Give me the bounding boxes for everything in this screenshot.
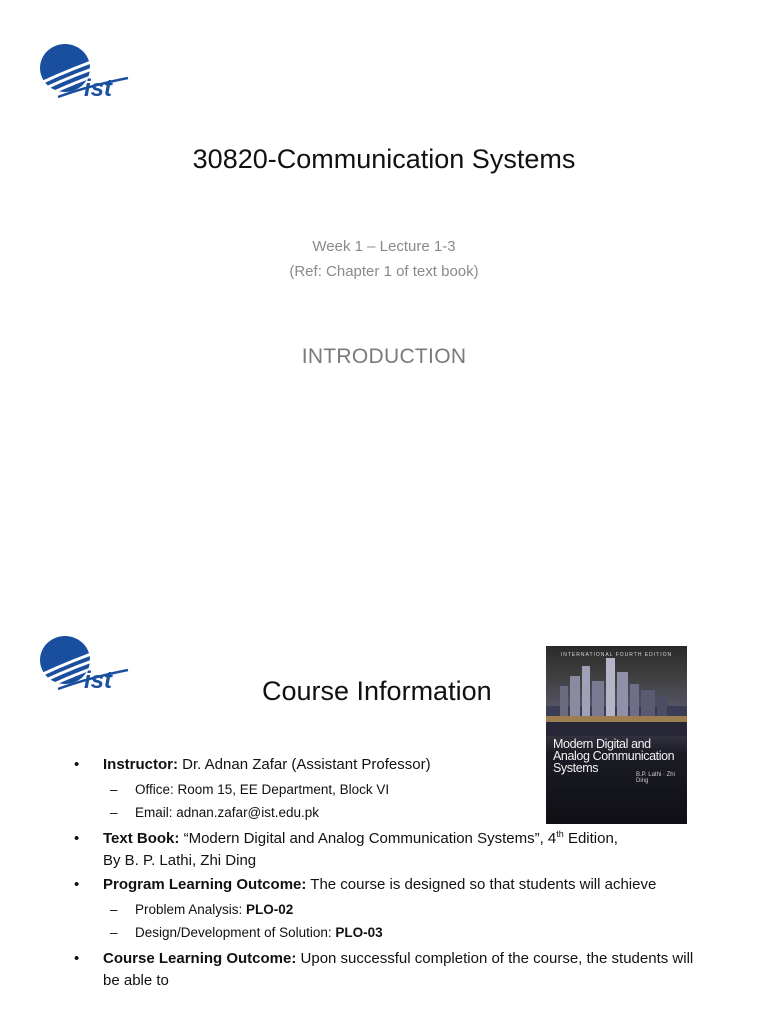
- textbook-authors: By B. P. Lathi, Zhi Ding: [103, 852, 257, 869]
- plo-label: Program Learning Outcome:: [103, 876, 307, 893]
- plo-value: The course is designed so that students will achieve: [310, 876, 657, 893]
- instructor-label: Instructor:: [103, 756, 178, 773]
- dash-icon: –: [110, 902, 118, 917]
- course-info-slide: [0, 576, 768, 1024]
- bullet-icon: •: [74, 830, 80, 847]
- book-cover-title: Modern Digital and Analog Communication Systems: [553, 737, 675, 775]
- list-item-clo: [74, 948, 694, 992]
- dash-icon: –: [110, 782, 118, 797]
- list-item-instructor: [74, 754, 694, 776]
- list-subitem-email: [74, 801, 694, 824]
- list-item-plo: [74, 874, 694, 896]
- plo-03-code: PLO-03: [335, 925, 383, 940]
- dash-icon: –: [110, 805, 118, 820]
- textbook-label: Text Book:: [103, 830, 180, 847]
- ist-logo-icon: [38, 38, 138, 100]
- plo-02-label: Problem Analysis:: [135, 902, 247, 917]
- instructor-value: Dr. Adnan Zafar (Assistant Professor): [182, 756, 431, 773]
- clo-value: Upon successful completion of the course, the students will be able to: [103, 950, 694, 989]
- email-text: Email: adnan.zafar@ist.edu.pk: [135, 805, 320, 820]
- page-title: 30820-Communication Systems: [192, 144, 576, 174]
- svg-text:ist: ist: [84, 75, 113, 100]
- clo-label: Course Learning Outcome:: [103, 950, 297, 967]
- slide-title: Course Information: [262, 676, 492, 706]
- list-subitem-plo-03: [74, 921, 694, 944]
- bullet-icon: •: [74, 756, 80, 773]
- svg-text:ist: ist: [84, 667, 113, 692]
- book-cover-authors: B.P. Lathi · Zhi Ding: [636, 772, 675, 784]
- plo-02-code: PLO-02: [246, 902, 294, 917]
- dash-icon: –: [110, 925, 118, 940]
- bullet-icon: •: [74, 950, 80, 967]
- office-text: Office: Room 15, EE Department, Block VI: [135, 782, 390, 797]
- section-heading: INTRODUCTION: [301, 345, 467, 368]
- textbook-value: “Modern Digital and Analog Communication Systems”, 4: [183, 830, 557, 847]
- ist-logo-icon: [38, 630, 138, 692]
- textbook-edition-sup: th: [556, 829, 564, 839]
- course-info-list: [74, 754, 694, 994]
- subtitle-reference: (Ref: Chapter 1 of text book): [289, 263, 479, 280]
- bullet-icon: •: [74, 876, 80, 893]
- textbook-value-end: Edition,: [567, 830, 618, 847]
- book-edition: INTERNATIONAL FOURTH EDITION: [560, 652, 673, 658]
- list-subitem-office: [74, 778, 694, 801]
- list-item-textbook: [74, 828, 694, 872]
- list-subitem-plo-02: [74, 898, 694, 921]
- plo-03-label: Design/Development of Solution:: [135, 925, 336, 940]
- subtitle-week: Week 1 – Lecture 1-3: [312, 238, 456, 255]
